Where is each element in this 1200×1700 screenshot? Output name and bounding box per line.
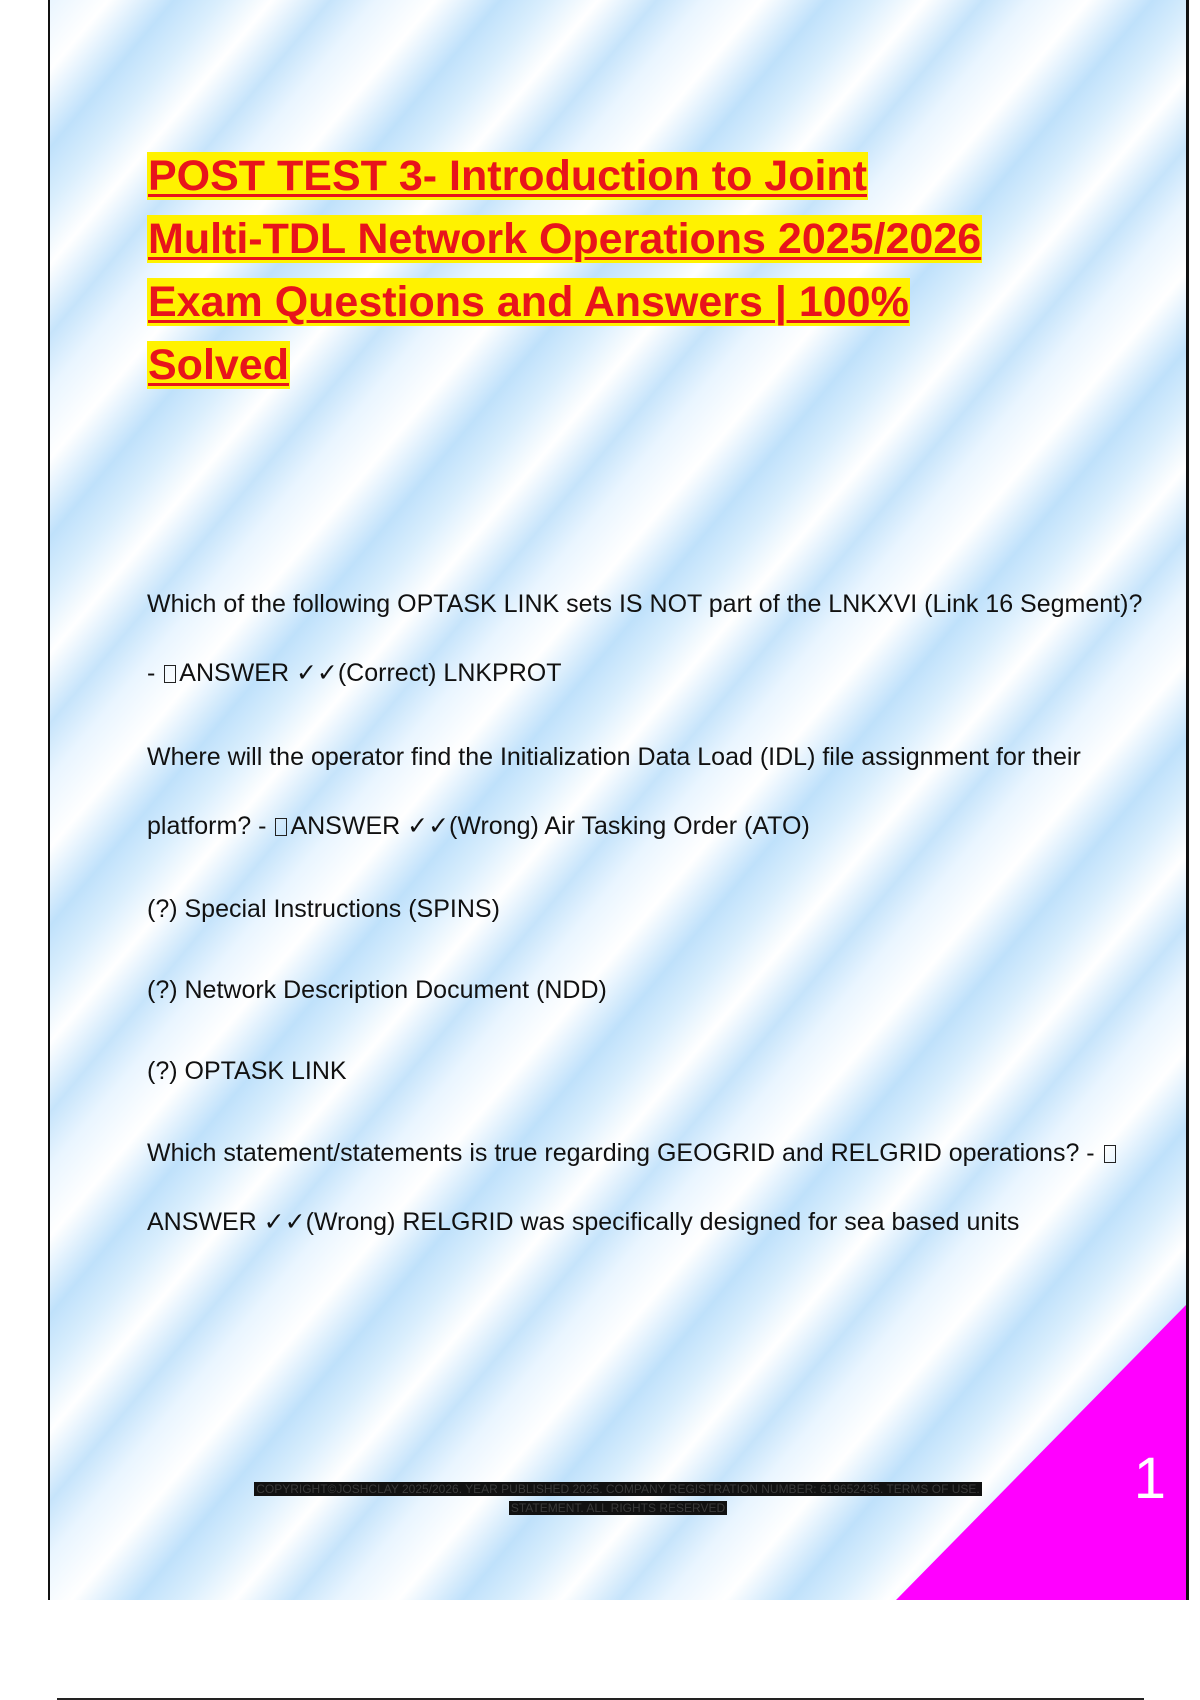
question-text: Which statement/statements is true regarding GEOGRID and RELGRID operations?	[147, 1139, 1080, 1167]
answer-text: Air Tasking Order (ATO)	[538, 812, 810, 840]
qa-item	[147, 570, 1150, 708]
answer-verdict: (Correct)	[337, 659, 437, 687]
qa-content	[147, 570, 1150, 1272]
document-title	[147, 145, 1147, 397]
copyright-line-2: STATEMENT. ALL RIGHTS RESERVED	[510, 1501, 726, 1515]
answer-verdict: (Wrong)	[449, 812, 539, 840]
missing-glyph-icon	[275, 818, 287, 836]
answer-text: LNKPROT	[436, 659, 562, 687]
double-check-icon: ✓✓	[289, 659, 338, 687]
title-line-4: Solved	[148, 341, 289, 389]
answer-option: (?) OPTASK LINK	[147, 1057, 347, 1085]
qa-item	[147, 723, 1147, 861]
page-number: 1	[1133, 1446, 1166, 1511]
answer-label: ANSWER	[290, 812, 401, 840]
qa-item	[147, 1119, 1147, 1257]
title-line-1: POST TEST 3- Introduction to Joint	[148, 152, 868, 200]
double-check-icon: ✓✓	[256, 1208, 306, 1236]
title-line-3: Exam Questions and Answers | 100%	[148, 278, 909, 326]
document-page	[48, 0, 1189, 1600]
separator: -	[147, 590, 1150, 687]
separator: -	[1079, 1139, 1102, 1167]
answer-option: (?) Network Description Document (NDD)	[147, 976, 607, 1004]
answer-option: (?) Special Instructions (SPINS)	[147, 895, 500, 923]
missing-glyph-icon	[164, 665, 176, 683]
answer-label: ANSWER	[147, 1208, 257, 1236]
question-text: Which of the following OPTASK LINK sets IS NOT part of the LNKXVI (Link 16 Segment)?	[147, 590, 1143, 618]
answer-label: ANSWER	[179, 659, 290, 687]
copyright-line-1: COPYRIGHT©JOSHCLAY 2025/2026. YEAR PUBLISHED 2025. COMPANY REGISTRATION NUMBER: 619652435. TERMS OF USE.	[256, 1482, 980, 1496]
double-check-icon: ✓✓	[400, 812, 450, 840]
missing-glyph-icon	[1104, 1145, 1116, 1163]
title-line-2: Multi-TDL Network Operations 2025/2026	[148, 215, 982, 263]
question-text: Where will the operator find the Initialization Data Load (IDL) file assignment for their platform?	[147, 743, 1088, 840]
answer-verdict: (Wrong)	[305, 1208, 396, 1236]
answer-text: RELGRID was specifically designed for sea based units	[395, 1208, 1020, 1236]
separator: -	[251, 812, 274, 840]
